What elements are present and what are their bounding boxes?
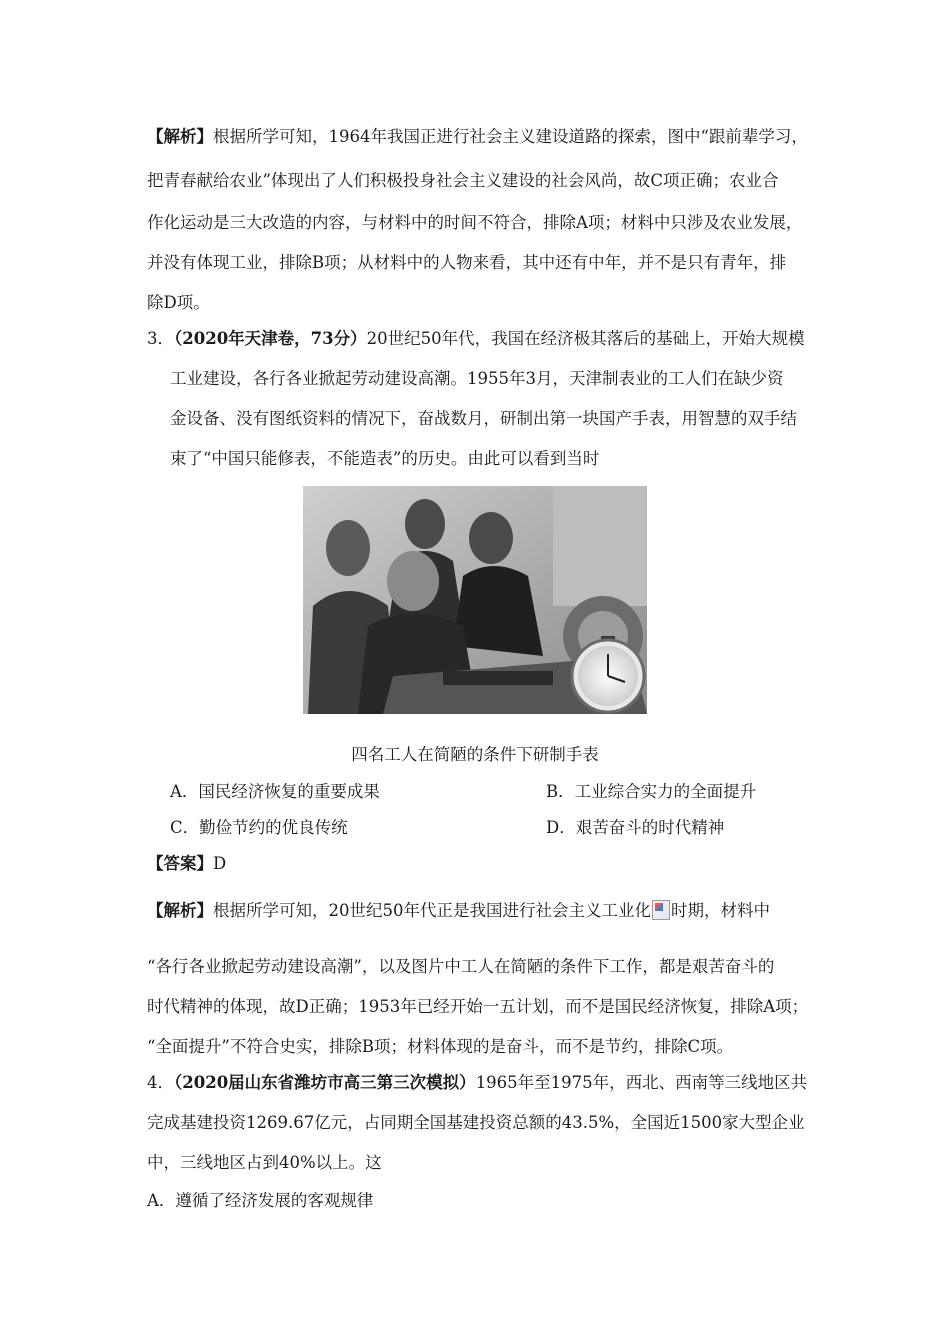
answer-line: [147, 853, 226, 875]
photo-caption: 四名工人在简陋的条件下研制手表: [351, 745, 599, 764]
q2-analysis-line-3: 作化运动是三大改造的内容，与材料中的时间不符合，排除A项；材料中只涉及农业发展，: [147, 213, 803, 232]
q3-analysis-line-1: [147, 900, 770, 922]
question-3-line-3: 金设备、没有图纸资料的情况下，奋战数月，研制出第一块国产手表，用智慧的双手结: [170, 409, 797, 428]
q2-analysis-line-5: 除D项。: [147, 293, 210, 312]
q3-analysis-line-4: “全面提升”不符合史实，排除B项；材料体现的是奋斗，而不是节约，排除C项。: [147, 1037, 734, 1056]
broken-image-icon: [652, 900, 670, 920]
question-source: （2020年天津卷，73分）: [174, 329, 367, 348]
analysis-text: 根据所学可知，1964年我国正进行社会主义建设道路的探索，图中“跟前辈学习，: [213, 127, 808, 146]
analysis-text-cont: 时期，材料中: [671, 901, 770, 920]
question-3-line-4: 束了“中国只能修表，不能造表”的历史。由此可以看到当时: [170, 449, 600, 468]
analysis-label: 【解析】: [147, 127, 213, 146]
analysis-text: 根据所学可知，20世纪50年代正是我国进行社会主义工业化: [213, 901, 651, 920]
question-number: 3．: [147, 329, 174, 348]
question-4-line-2: 完成基建投资1269.67亿元，占同期全国基建投资总额的43.5%，全国近1500家大型企业: [147, 1113, 805, 1132]
q2-analysis-line-4: 并没有体现工业，排除B项；从材料中的人物来看，其中还有中年，并不是只有青年，排: [147, 253, 787, 272]
question-3-line-1: [147, 328, 805, 350]
option-b: B．工业综合实力的全面提升: [546, 782, 757, 801]
answer-value: D: [213, 854, 227, 873]
question-number: 4．: [147, 1073, 174, 1092]
question-text: 20世纪50年代，我国在经济极其落后的基础上，开始大规模: [366, 329, 805, 348]
option-a: A．国民经济恢复的重要成果: [170, 782, 380, 801]
question-4-option-a: A．遵循了经济发展的客观规律: [147, 1191, 374, 1210]
question-4-line-1: [147, 1072, 807, 1094]
analysis-label: 【解析】: [147, 901, 213, 920]
answer-label: 【答案】: [147, 854, 213, 873]
option-d: D．艰苦奋斗的时代精神: [546, 818, 725, 837]
q3-analysis-line-3: 时代精神的体现，故D正确；1953年已经开始一五计划，而不是国民经济恢复，排除A项；: [147, 997, 809, 1016]
q2-analysis-line-1: [147, 126, 808, 148]
q2-analysis-line-2: 把青春献给农业”体现出了人们积极投身社会主义建设的社会风尚，故C项正确；农业合: [147, 171, 779, 190]
q3-analysis-line-2: “各行各业掀起劳动建设高潮”，以及图片中工人在简陋的条件下工作，都是艰苦奋斗的: [147, 957, 775, 976]
question-source: （2020届山东省潍坊市高三第三次模拟）: [174, 1073, 476, 1092]
workers-photo: [303, 486, 647, 714]
question-3-line-2: 工业建设，各行各业掀起劳动建设高潮。1955年3月，天津制表业的工人们在缺少资: [170, 369, 784, 388]
workers-photo-illustration: [303, 486, 647, 714]
option-c: C．勤俭节约的优良传统: [170, 818, 348, 837]
question-text: 1965年至1975年，西北、西南等三线地区共: [475, 1073, 808, 1092]
question-4-line-3: 中，三线地区占到40%以上。这: [147, 1153, 382, 1172]
